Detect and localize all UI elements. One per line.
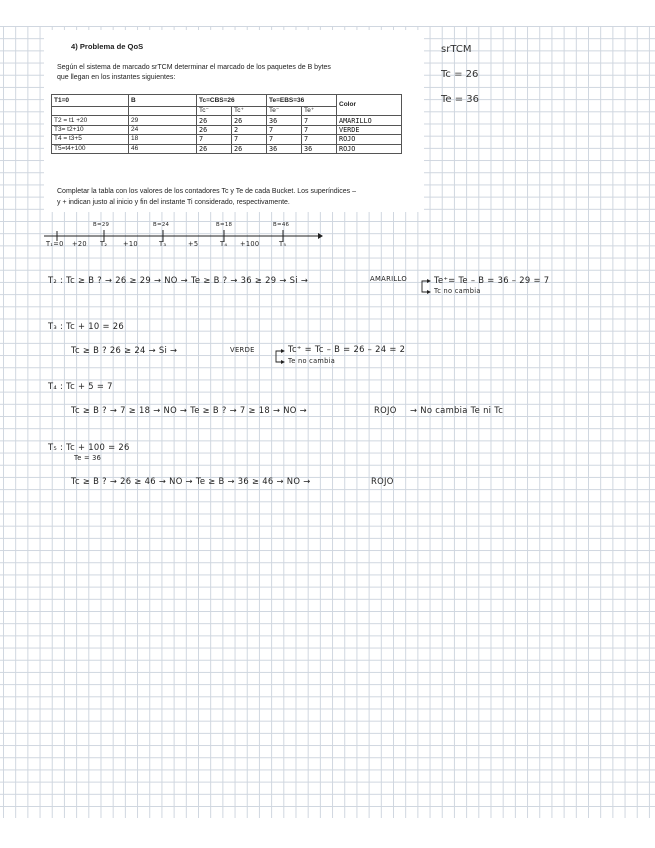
row-color: ROJO [337,135,402,144]
arrow-icon [427,290,431,294]
row-bytes: 46 [129,144,197,153]
side-note-tc: Tc = 26 [441,69,479,80]
t3-bracket [276,351,281,362]
subheader-tc-plus: Tc⁺ [232,107,267,116]
row-te-minus: 36 [267,144,302,153]
row-tc-plus: 2 [232,125,267,134]
problem-intro-line-2: que llegan en los instantes siguientes: [57,74,176,81]
note-t4-color: ROJO [374,405,397,415]
header-color: Color [337,95,402,116]
side-note-te: Te = 36 [441,94,480,105]
row-color: VERDE [337,125,402,134]
row-te-plus: 36 [302,144,337,153]
note-t3-line-2: Tc ≥ B ? 26 ≥ 24 → Si → [71,345,178,355]
timeline-instant-label: T₅ [279,240,287,248]
side-note-srtcm: srTCM [441,44,472,55]
arrow-icon [427,279,431,283]
row-color: ROJO [337,144,402,153]
row-tc-plus: 26 [232,144,267,153]
subheader-tc-minus: Tc⁻ [197,107,232,116]
row-instant: T3= t2+10 [52,125,129,134]
arrow-icon [281,349,285,353]
note-t5-line-2: Tc ≥ B ? → 26 ≥ 46 → NO → Te ≥ B → 36 ≥ 46 → NO → [71,476,311,486]
row-bytes: 24 [129,125,197,134]
timeline-instant-label: T₂ [100,240,108,248]
row-tc-minus: 26 [197,125,232,134]
timeline-instant-label: T₄ [220,240,228,248]
header-tc: Tc=CBS=26 [197,95,267,107]
timeline-instant-label: T₁=0 [46,240,64,248]
note-t3-color: VERDE [230,346,255,354]
timeline-arrowhead [318,233,323,239]
header-te: Te=EBS=36 [267,95,337,107]
row-tc-plus: 26 [232,116,267,125]
note-t3-result-2: Te no cambia [288,357,336,365]
note-t2-line: T₂ : Tc ≥ B ? → 26 ≥ 29 → NO → Te ≥ B ? → 36 ≥ 29 → Si → [48,275,309,285]
note-t4-line-1: T₄ : Tc + 5 = 7 [48,381,113,391]
timeline-increment-label: +10 [123,240,138,248]
row-color: AMARILLO [337,116,402,125]
note-t2-color: AMARILLO [370,275,407,283]
row-instant: T2 = t1 +20 [52,116,129,125]
subheader-te-plus: Te⁺ [302,107,337,116]
problem-footer-line-1: Completar la tabla con los valores de los contadores Tc y Te de cada Bucket. Los superíndices – [57,188,356,195]
row-bytes: 18 [129,135,197,144]
header-b: B [129,95,197,107]
row-tc-plus: 7 [232,135,267,144]
row-te-plus: 7 [302,125,337,134]
problem-title: 4) Problema de QoS [71,42,144,51]
row-bytes: 29 [129,116,197,125]
note-t5-color: ROJO [371,476,394,486]
row-instant: T4 = t3+5 [52,135,129,144]
note-t5-line-1: T₅ : Tc + 100 = 26 [48,442,130,452]
row-te-plus: 7 [302,135,337,144]
row-te-plus: 7 [302,116,337,125]
timeline-bytes-label: B=24 [153,222,170,228]
note-t4-line-2: Tc ≥ B ? → 7 ≥ 18 → NO → Te ≥ B ? → 7 ≥ 18 → NO → [71,405,307,415]
timeline-increment-label: +100 [240,240,260,248]
row-te-minus: 36 [267,116,302,125]
note-t3-result-1: Tc⁺ = Tc – B = 26 – 24 = 2 [288,344,406,354]
header-t1: T1=0 [52,95,129,107]
row-te-minus: 7 [267,125,302,134]
timeline-bytes-label: B=46 [273,222,290,228]
note-t3-line-1: T₃ : Tc + 10 = 26 [48,321,125,331]
row-te-minus: 7 [267,135,302,144]
timeline-bytes-label: B=29 [93,222,110,228]
t2-bracket [422,281,427,292]
note-t2-result-1: Te⁺= Te – B = 36 – 29 = 7 [434,275,550,285]
arrow-icon [281,360,285,364]
note-t2-result-2: Tc no cambia [434,287,481,295]
row-tc-minus: 7 [197,135,232,144]
timeline-increment-label: +5 [188,240,199,248]
row-tc-minus: 26 [197,116,232,125]
note-t5-line-1b: Te = 36 [74,454,102,462]
note-t4-tail: → No cambia Te ni Tc [410,405,504,415]
subheader-te-minus: Te⁻ [267,107,302,116]
row-tc-minus: 26 [197,144,232,153]
timeline-instant-label: T₃ [159,240,167,248]
row-instant: T5=t4+100 [52,144,129,153]
problem-intro-line-1: Según el sistema de marcado srTCM determinar el marcado de los paquetes de B bytes [57,64,331,71]
timeline-bytes-label: B=18 [216,222,233,228]
timeline-increment-label: +20 [72,240,87,248]
problem-footer-line-2: y + indican justo al inicio y fin del instante Ti considerado, respectivamente. [57,199,290,206]
